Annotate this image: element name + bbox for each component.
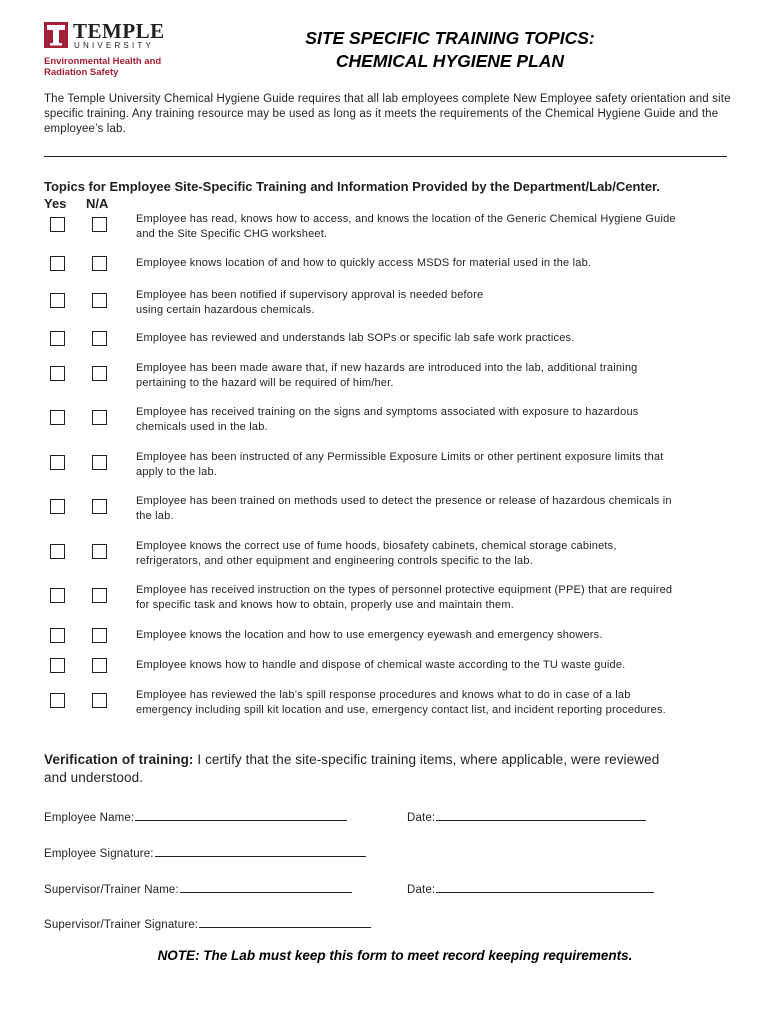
training-topic-line1: Employee knows the location and how to use emergency eyewash and emergency showers.	[136, 629, 603, 641]
training-topic-line2: using certain hazardous chemicals.	[136, 304, 315, 316]
training-topic-text	[136, 405, 726, 435]
yes-checkbox[interactable]	[50, 544, 65, 559]
employee-signature-label: Employee Signature:	[44, 848, 154, 860]
date-label-2: Date:	[407, 884, 436, 896]
record-keeping-note: NOTE: The Lab must keep this form to meet record keeping requirements.	[157, 948, 633, 963]
verification-text-line2: and understood.	[44, 770, 144, 785]
intro-paragraph: The Temple University Chemical Hygiene Guide requires that all lab employees complete New Employee safety orientation and site specific training. Any training resource may be used as long as it meets the requirements of the Chemical Hygiene Guide and the employee’s lab.	[44, 93, 731, 135]
training-topic-line1: Employee has been made aware that, if new hazards are introduced into the lab, additional training	[136, 362, 638, 374]
na-checkbox[interactable]	[92, 693, 107, 708]
temple-logo	[44, 19, 184, 80]
training-topic-text	[136, 628, 726, 643]
training-topic-line1: Employee knows how to handle and dispose of chemical waste according to the TU waste guide.	[136, 659, 626, 671]
date-input-2[interactable]	[436, 880, 654, 893]
supervisor-signature-field	[44, 915, 371, 932]
training-topic-line1: Employee has been notified if supervisory approval is needed before	[136, 289, 484, 301]
na-checkbox[interactable]	[92, 366, 107, 381]
training-topic-line1: Employee has received instruction on the types of personnel protective equipment (PPE) that are required	[136, 584, 673, 596]
training-topic-line2: apply to the lab.	[136, 466, 218, 478]
logo-department-line2: Radiation Safety	[44, 67, 119, 78]
training-topic-line1: Employee has been trained on methods used to detect the presence or release of hazardous chemicals in	[136, 495, 672, 507]
page-title-line1: SITE SPECIFIC TRAINING TOPICS:	[305, 28, 595, 48]
yes-checkbox[interactable]	[50, 293, 65, 308]
na-checkbox[interactable]	[92, 658, 107, 673]
date-field-1	[407, 808, 646, 825]
training-topic-text	[136, 494, 726, 524]
section-divider	[44, 156, 727, 157]
training-topic-line2: emergency including spill kit location and use, emergency contact list, and incident reporting procedures.	[136, 704, 666, 716]
employee-signature-field	[44, 844, 366, 861]
yes-checkbox[interactable]	[50, 693, 65, 708]
na-checkbox[interactable]	[92, 588, 107, 603]
training-topic-line2: chemicals used in the lab.	[136, 421, 268, 433]
training-topic-line2: and the Site Specific CHG worksheet.	[136, 228, 328, 240]
training-topic-line1: Employee has read, knows how to access, and knows the location of the Generic Chemical Hygiene Guide	[136, 213, 676, 225]
yes-checkbox[interactable]	[50, 455, 65, 470]
training-topic-line1: Employee knows the correct use of fume hoods, biosafety cabinets, chemical storage cabinets,	[136, 540, 617, 552]
training-topic-text	[136, 361, 726, 391]
training-topic-text	[136, 256, 726, 271]
logo-department	[44, 56, 174, 78]
yes-checkbox[interactable]	[50, 658, 65, 673]
employee-name-field	[44, 808, 347, 825]
page-title	[200, 27, 700, 73]
training-topic-line2: the lab.	[136, 510, 174, 522]
training-topic-line2: pertaining to the hazard will be required of him/her.	[136, 377, 394, 389]
supervisor-name-input[interactable]	[180, 880, 352, 893]
supervisor-name-label: Supervisor/Trainer Name:	[44, 884, 179, 896]
employee-name-label: Employee Name:	[44, 812, 135, 824]
employee-name-input[interactable]	[135, 808, 347, 821]
training-topic-line1: Employee has received training on the signs and symptoms associated with exposure to hazardous	[136, 406, 639, 418]
na-checkbox[interactable]	[92, 410, 107, 425]
training-topic-text	[136, 539, 726, 569]
training-topic-line1: Employee knows location of and how to quickly access MSDS for material used in the lab.	[136, 257, 592, 269]
training-topic-line2: for specific task and knows how to obtain, properly use and maintain them.	[136, 599, 514, 611]
yes-checkbox[interactable]	[50, 217, 65, 232]
training-topic-text	[136, 583, 726, 613]
yes-checkbox[interactable]	[50, 499, 65, 514]
supervisor-signature-input[interactable]	[199, 915, 371, 928]
training-topic-line1: Employee has been instructed of any Permissible Exposure Limits or other pertinent exposure limits that	[136, 451, 664, 463]
na-checkbox[interactable]	[92, 331, 107, 346]
na-checkbox[interactable]	[92, 256, 107, 271]
na-checkbox[interactable]	[92, 293, 107, 308]
yes-checkbox[interactable]	[50, 366, 65, 381]
date-label-1: Date:	[407, 812, 436, 824]
logo-university: UNIVERSITY	[74, 41, 155, 50]
temple-t-icon	[44, 22, 68, 48]
column-yes-header: Yes	[44, 196, 67, 211]
date-field-2	[407, 880, 654, 897]
page-title-line2: CHEMICAL HYGIENE PLAN	[335, 51, 565, 71]
training-topic-text	[136, 288, 726, 318]
training-topic-line1: Employee has reviewed and understands lab SOPs or specific lab safe work practices.	[136, 332, 575, 344]
verification-text-line1: I certify that the site-specific training items, where applicable, were reviewed	[193, 752, 660, 767]
yes-checkbox[interactable]	[50, 256, 65, 271]
logo-name: TEMPLE	[73, 19, 165, 43]
yes-checkbox[interactable]	[50, 588, 65, 603]
verification-statement	[44, 751, 724, 787]
supervisor-signature-label: Supervisor/Trainer Signature:	[44, 919, 199, 931]
yes-checkbox[interactable]	[50, 331, 65, 346]
training-topic-text	[136, 212, 726, 242]
na-checkbox[interactable]	[92, 499, 107, 514]
training-topic-text	[136, 688, 726, 718]
training-topic-line1: Employee has reviewed the lab’s spill response procedures and knows what to do in case of a lab	[136, 689, 631, 701]
topics-heading: Topics for Employee Site-Specific Training and Information Provided by the Department/Lab/Center.	[44, 179, 660, 194]
yes-checkbox[interactable]	[50, 628, 65, 643]
training-topic-line2: refrigerators, and other equipment and engineering controls specific to the lab.	[136, 555, 533, 567]
verification-label: Verification of training:	[44, 752, 194, 767]
training-topic-text	[136, 450, 726, 480]
employee-signature-input[interactable]	[155, 844, 366, 857]
logo-department-line1: Environmental Health and	[44, 56, 162, 67]
yes-checkbox[interactable]	[50, 410, 65, 425]
column-na-header: N/A	[86, 196, 109, 211]
supervisor-name-field	[44, 880, 352, 897]
na-checkbox[interactable]	[92, 544, 107, 559]
na-checkbox[interactable]	[92, 628, 107, 643]
training-topic-text	[136, 658, 726, 673]
na-checkbox[interactable]	[92, 217, 107, 232]
date-input-1[interactable]	[436, 808, 646, 821]
na-checkbox[interactable]	[92, 455, 107, 470]
training-topic-text	[136, 331, 726, 346]
